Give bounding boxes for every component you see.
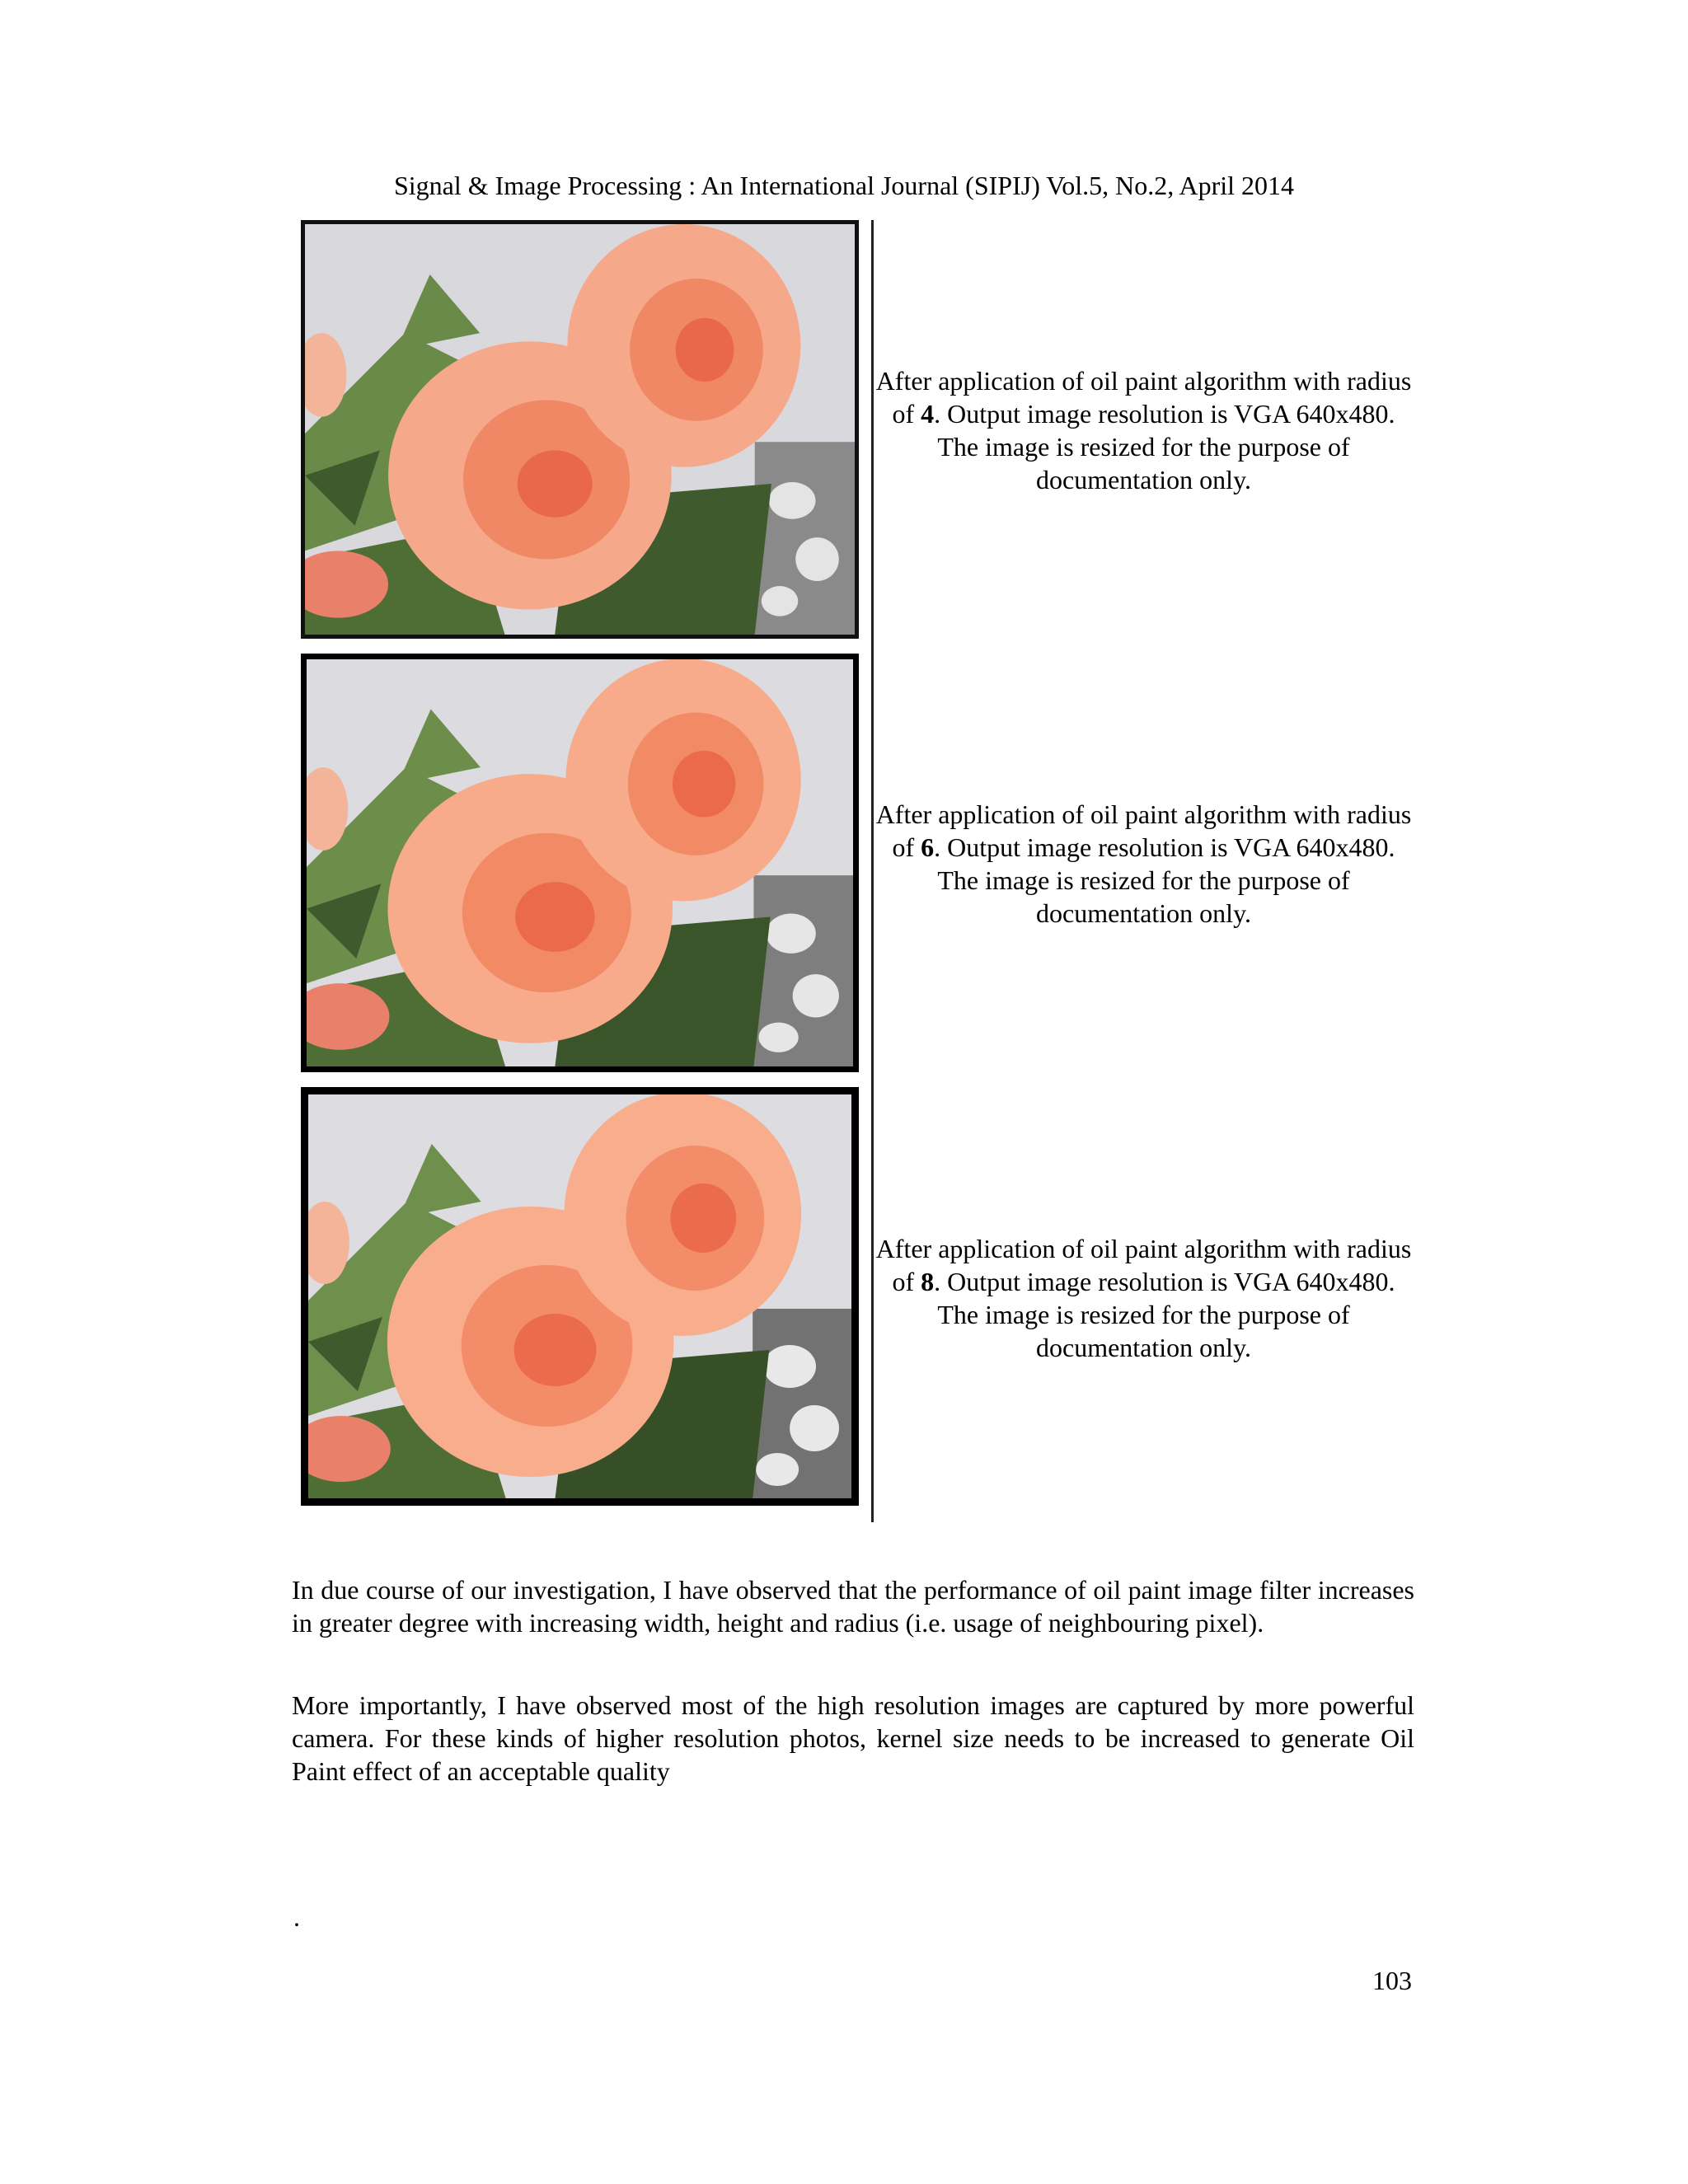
figure-caption-radius-6 — [874, 798, 1414, 930]
page-number: 103 — [1372, 1966, 1412, 1995]
running-header: Signal & Image Processing : An International Journal (SIPIJ) Vol.5, No.2, April 2014 — [393, 171, 1295, 200]
figure-image-radius-8 — [301, 1087, 859, 1506]
body-paragraph-2: More importantly, I have observed most of the high resolution images are captured by more powerful camera. For these kinds of higher resolution photos, kernel size needs to be increased to generate Oil Paint effect of an acceptable quality — [292, 1690, 1414, 1786]
oil-paint-roses-image — [308, 1094, 851, 1498]
caption-text: After application of oil paint algorithm with radius of — [875, 366, 1412, 429]
oil-paint-roses-image — [305, 224, 855, 635]
caption-text: After application of oil paint algorithm with radius of — [875, 1234, 1412, 1296]
oil-paint-roses-image — [307, 659, 853, 1066]
caption-radius-value: 6 — [921, 832, 935, 862]
figure-image-radius-6 — [301, 654, 859, 1072]
caption-text: . Output image resolution is VGA 640x480. The image is resized for the purpose of documentation only. — [934, 832, 1395, 928]
caption-radius-value: 4 — [921, 399, 935, 429]
figure-table-divider — [871, 220, 874, 1522]
figure-image-radius-4 — [301, 220, 859, 639]
caption-text: . Output image resolution is VGA 640x480. The image is resized for the purpose of documentation only. — [934, 399, 1395, 494]
caption-text: After application of oil paint algorithm with radius of — [875, 799, 1412, 862]
stray-period: . — [293, 1902, 300, 1932]
figure-caption-radius-4 — [874, 364, 1414, 496]
caption-radius-value: 8 — [921, 1267, 935, 1296]
caption-text: . Output image resolution is VGA 640x480. The image is resized for the purpose of documentation only. — [934, 1267, 1395, 1362]
body-paragraph-1: In due course of our investigation, I have observed that the performance of oil paint image filter increases in greater degree with increasing width, height and radius (i.e. usage of neighbouring pixel). — [292, 1575, 1414, 1638]
figure-caption-radius-8 — [874, 1232, 1414, 1364]
